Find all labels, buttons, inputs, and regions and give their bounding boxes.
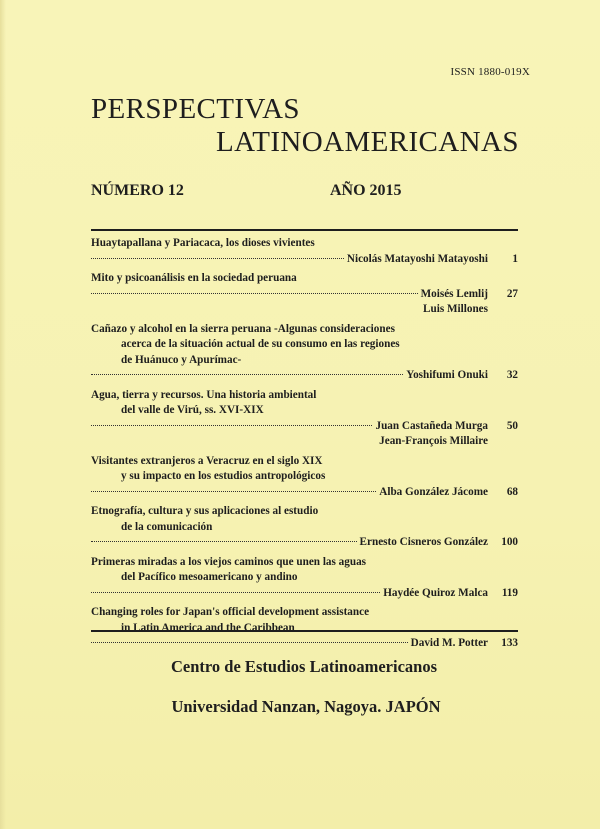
dot-leader (91, 491, 376, 492)
dot-leader (91, 592, 380, 593)
publisher-center: Centro de Estudios Latinoamericanos (171, 657, 437, 676)
toc-entry-author: Nicolás Matayoshi Matayoshi (346, 252, 488, 265)
toc-entry-coauthor: Luis Millones (423, 303, 488, 315)
toc-entry-coauthor-row (91, 302, 518, 318)
toc-entry-author: David M. Potter (410, 637, 488, 649)
toc-entry-title-line: Etnografía, cultura y sus aplicaciones al estudio (91, 505, 319, 517)
toc-entry-author: Juan Castañeda Murga (375, 419, 488, 432)
toc-entry (91, 504, 518, 551)
publisher-university: Universidad Nanzan, Nagoya. JAPÓN (171, 697, 441, 716)
toc-entry-title-line: Primeras miradas a los viejos caminos que unen las aguas (91, 555, 367, 568)
toc-entry-title-line: Changing roles for Japan's official development assistance (91, 606, 370, 618)
toc-entry-page: 100 (501, 536, 518, 548)
toc-entry-coauthor: Jean-François Millaire (379, 435, 488, 447)
toc-entry (91, 555, 518, 602)
dot-leader (91, 541, 357, 542)
toc-entry-leader-row (91, 535, 518, 551)
table-of-contents (91, 236, 518, 656)
toc-entry-page: 32 (506, 369, 518, 381)
page-column-pad (488, 434, 518, 450)
toc-entry-title-line: in Latin America and the Caribbean (121, 621, 295, 634)
toc-entry-author: Alba González Jácome (379, 485, 488, 498)
toc-entry-title-line: Mito y psicoanálisis en la sociedad peruana (91, 272, 297, 284)
toc-entry-author: Ernesto Cisneros González (359, 536, 488, 548)
toc-entry-leader-row (91, 485, 518, 501)
toc-entry-title-line: del Pacífico mesoamericano y andino (121, 571, 298, 583)
toc-entry-author: Moisés Lemlij (420, 287, 488, 300)
toc-entry-title-line: acerca de la situación actual de su consumo en las regiones (121, 338, 400, 350)
toc-entry-title-line: Agua, tierra y recursos. Una historia ambiental (91, 388, 317, 401)
toc-entry-title-line: Visitantes extranjeros a Veracruz en el siglo XIX (91, 454, 323, 467)
issue-number: NÚMERO 12 (91, 182, 184, 199)
toc-entry (91, 271, 518, 318)
toc-entry-title-line: Huaytapallana y Pariacaca, los dioses vivientes (91, 237, 315, 249)
toc-entry-leader-row (91, 368, 518, 384)
toc-entry-page: 27 (506, 287, 518, 300)
toc-entry-leader-row (91, 419, 518, 435)
toc-entry-page: 50 (506, 419, 518, 432)
toc-entry-leader-row (91, 287, 518, 303)
toc-entry-title-line: de Huánuco y Apurímac- (121, 353, 242, 366)
toc-entry-page: 133 (501, 637, 518, 649)
toc-entry-leader-row (91, 586, 518, 602)
toc-entry-author: Haydée Quiroz Malca (383, 586, 488, 599)
toc-entry (91, 605, 518, 652)
issue-year: AÑO 2015 (330, 182, 402, 199)
toc-entry (91, 236, 518, 267)
toc-entry (91, 388, 518, 450)
spacer (91, 302, 423, 318)
journal-title-line-2: LATINOAMERICANAS (216, 126, 519, 158)
toc-entry-title-line: Cañazo y alcohol en la sierra peruana -Algunas consideraciones (91, 322, 395, 335)
toc-entry-title-line: de la comunicación (121, 520, 213, 533)
journal-title-line-1: PERSPECTIVAS (91, 93, 300, 125)
issn-label: ISSN 1880-019X (450, 66, 530, 78)
toc-entry-page: 119 (501, 586, 518, 599)
toc-entry-leader-row (91, 252, 518, 268)
toc-entry-page: 68 (506, 485, 518, 498)
toc-entry-author: Yoshifumi Onuki (406, 369, 488, 381)
dot-leader (91, 425, 372, 426)
toc-top-rule (91, 229, 518, 231)
toc-entry (91, 322, 518, 384)
spacer (91, 434, 379, 450)
dot-leader (91, 642, 408, 643)
toc-entry-coauthor-row (91, 434, 518, 450)
toc-entry-title-line: y su impacto en los estudios antropológicos (121, 470, 326, 482)
page-column-pad (488, 302, 518, 318)
dot-leader (91, 374, 403, 375)
toc-entry-title-line: del valle de Virú, ss. XVI-XIX (121, 404, 264, 416)
dot-leader (91, 258, 344, 259)
toc-entry (91, 454, 518, 501)
toc-entry-leader-row (91, 636, 518, 652)
toc-entry-page: 1 (512, 252, 518, 265)
dot-leader (91, 293, 418, 294)
toc-bottom-rule (91, 630, 518, 632)
